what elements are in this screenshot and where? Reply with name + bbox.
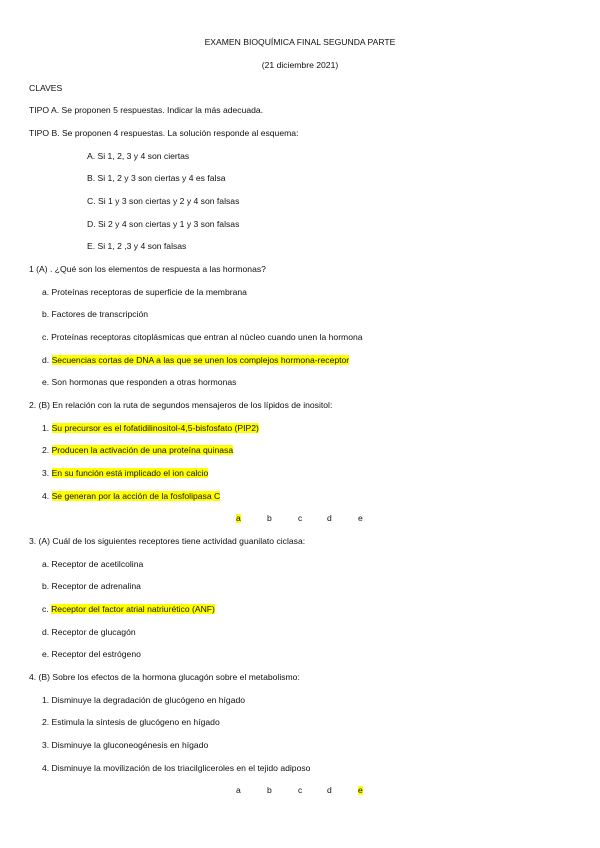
question-3-option-c [42,605,215,614]
question-3-option-a: a. Receptor de acetilcolina [42,559,144,569]
answer-letter-d: d [327,513,332,523]
exam-title: EXAMEN BIOQUÍMICA FINAL SEGUNDA PARTE [204,37,396,47]
exam-date: (21 diciembre 2021) [261,60,339,70]
scheme-item-b: B. Si 1, 2 y 3 son ciertas y 4 es falsa [87,173,226,183]
highlighted-answer: Secuencias cortas de DNA a las que se unen los complejos hormona-receptor [51,355,350,365]
answer-letter-d: d [327,785,332,795]
question-1-stem: 1 (A) . ¿Qué son los elementos de respuesta a las hormonas? [29,264,266,274]
option-prefix: 1. [42,423,52,433]
question-3-stem: 3. (A) Cuál de los siguientes receptores tiene actividad guanilato ciclasa: [29,536,306,546]
question-1-option-a: a. Proteínas receptoras de superficie de la membrana [42,287,247,297]
question-2-statement-3 [42,469,208,478]
answer-letter-e: e [358,785,363,795]
question-4-statement-4: 4. Disminuye la movilización de los triacilgliceroles en el tejido adiposo [42,763,311,773]
question-2-stem: 2. (B) En relación con la ruta de segundos mensajeros de los lípidos de inositol: [29,400,333,410]
question-2-statement-4 [42,492,220,501]
question-1-option-d [42,356,349,365]
question-4-answer-row [0,786,600,798]
answer-letter-b: b [267,785,272,795]
highlighted-answer: Producen la activación de una proteína quinasa [51,445,234,455]
tipo-b-instruction: TIPO B. Se proponen 4 respuestas. La solución responde al esquema: [29,128,299,138]
scheme-item-a: A. Si 1, 2, 3 y 4 son ciertas [87,151,190,161]
question-4-stem: 4. (B) Sobre los efectos de la hormona glucagón sobre el metabolismo: [29,672,300,682]
question-2-statement-2 [42,446,233,455]
option-prefix: 2. [42,445,52,455]
claves-heading: CLAVES [29,83,63,93]
option-prefix: c. [42,604,52,614]
question-2-answer-row [0,514,600,526]
question-3-option-d: d. Receptor de glucagón [42,627,136,637]
question-4-statement-3: 3. Disminuye la gluconeogénesis en hígado [42,740,209,750]
highlighted-answer: Su precursor es el fofatidilinositol-4,5-bisfosfato (PIP2) [51,423,259,433]
answer-letter-e: e [358,513,363,523]
question-4-statement-1: 1. Disminuye la degradación de glucógeno en hígado [42,695,246,705]
highlighted-answer: Receptor del factor atrial natriurético (ANF) [51,604,215,614]
answer-letter-a: a [236,513,241,523]
question-1-option-e: e. Son hormonas que responden a otras hormonas [42,377,237,387]
tipo-a-instruction: TIPO A. Se proponen 5 respuestas. Indicar la más adecuada. [29,105,264,115]
scheme-item-d: D. Si 2 y 4 son ciertas y 1 y 3 son falsas [87,219,240,229]
question-3-option-e: e. Receptor del estrógeno [42,649,141,659]
answer-letter-b: b [267,513,272,523]
question-2-statement-1 [42,424,259,433]
question-4-statement-2: 2. Estimula la síntesis de glucógeno en hígado [42,717,220,727]
option-prefix: 4. [42,491,52,501]
question-1-option-b: b. Factores de transcripción [42,309,149,319]
scheme-item-e: E. Si 1, 2 ,3 y 4 son falsas [87,241,187,251]
answer-letter-c: c [298,513,303,523]
question-3-option-b: b. Receptor de adrenalina [42,581,141,591]
option-prefix: 3. [42,468,52,478]
highlighted-answer: En su función está implicado el ion calcio [51,468,209,478]
option-prefix: d. [42,355,52,365]
answer-letter-a: a [236,785,241,795]
scheme-item-c: C. Si 1 y 3 son ciertas y 2 y 4 son falsas [87,196,240,206]
answer-letter-c: c [298,785,303,795]
question-1-option-c: c. Proteínas receptoras citoplásmicas que entran al núcleo cuando unen la hormona [42,332,363,342]
highlighted-answer: Se generan por la acción de la fosfolipasa C [51,491,221,501]
